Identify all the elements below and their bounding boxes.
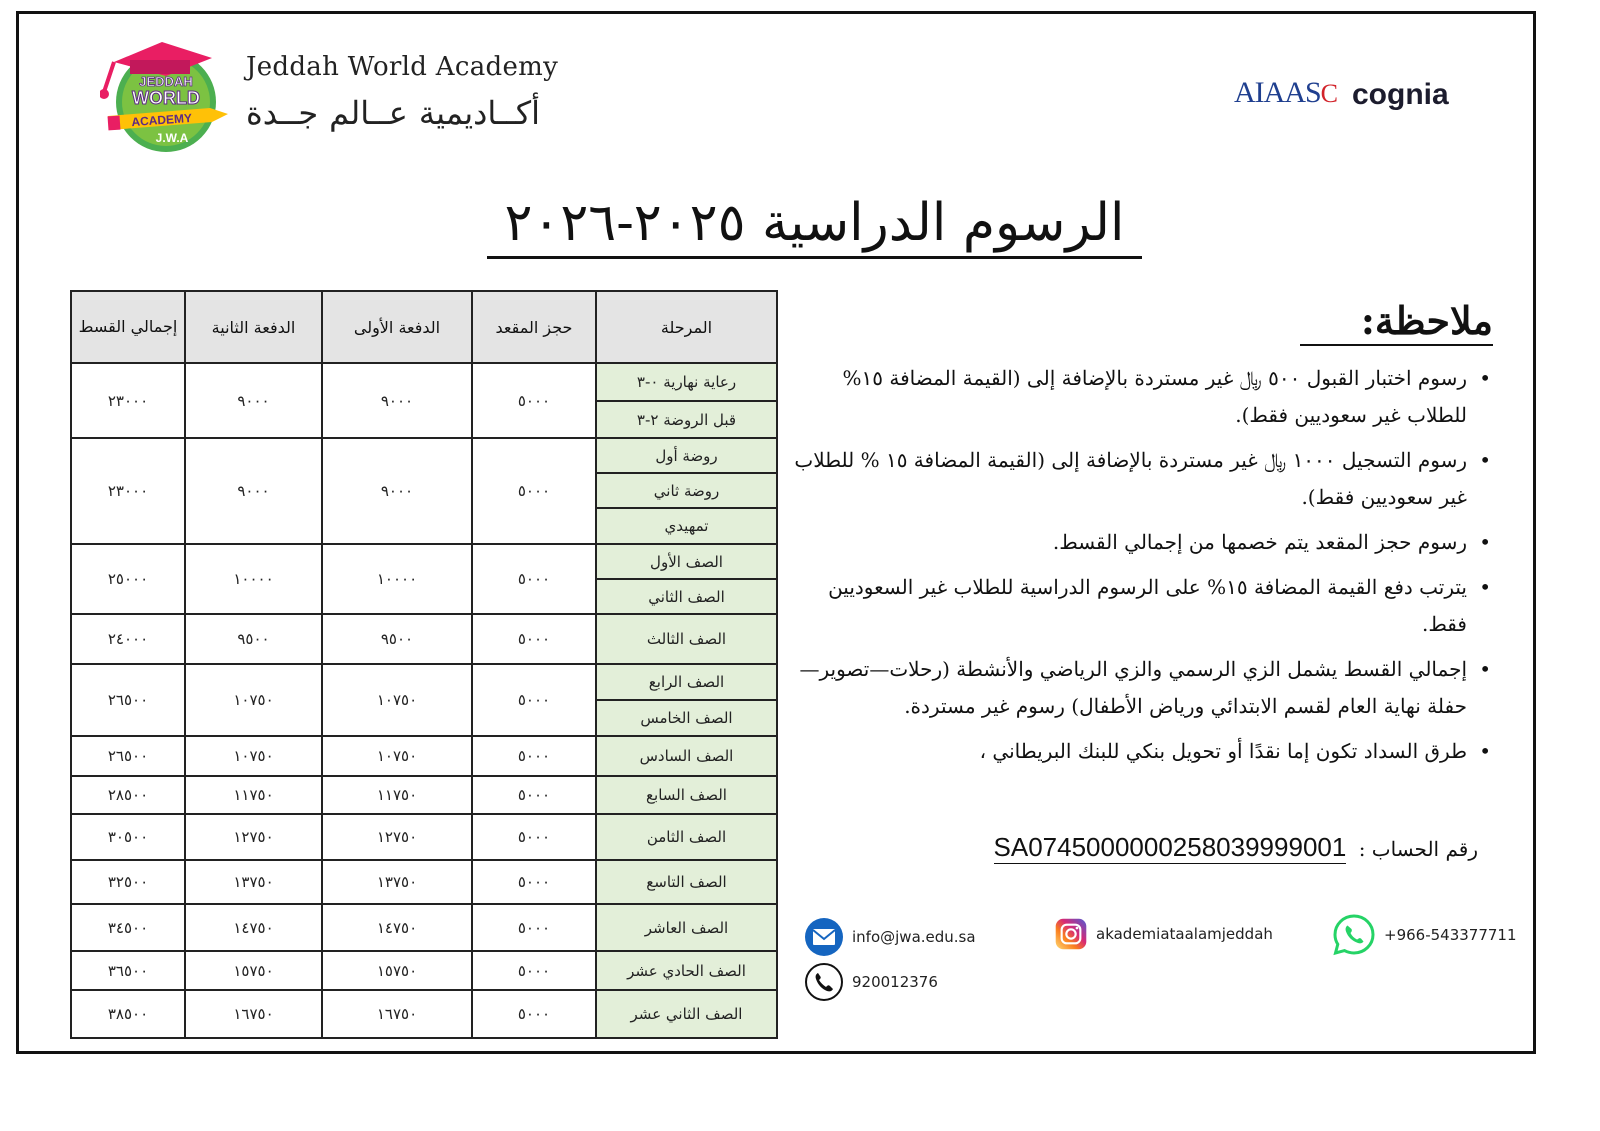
note-item: • رسوم التسجيل ١٠٠٠ ﷼ غير مستردة بالإضافة إلى (القيمة المضافة ١٥ % للطلاب غير سعوديين فقط). xyxy=(790,442,1467,516)
total-cell: ٢٥٠٠٠ xyxy=(71,544,185,614)
total-cell: ٣٠٥٠٠ xyxy=(71,814,185,860)
total-cell: ٣٢٥٠٠ xyxy=(71,860,185,904)
first-payment-cell: ١٢٧٥٠ xyxy=(322,814,472,860)
table-row xyxy=(71,438,777,473)
accreditation-logos xyxy=(1234,76,1460,116)
stage-cell: الصف الثالث xyxy=(596,614,777,664)
table-row xyxy=(71,814,777,860)
second-payment-cell: ١٦٧٥٠ xyxy=(185,990,322,1038)
contact-whatsapp[interactable] xyxy=(1332,913,1517,957)
stage-cell: رعاية نهارية ٠-٣ xyxy=(596,363,777,401)
seat-cell: ٥٠٠٠ xyxy=(472,990,596,1038)
stage-cell: الصف الحادي عشر xyxy=(596,951,777,990)
logo-text-world: WORLD xyxy=(132,88,200,108)
table-row xyxy=(71,363,777,401)
header-stage: المرحلة xyxy=(596,291,777,363)
stage-cell: روضة أول xyxy=(596,438,777,473)
brand-name-arabic: أكــاديمية عــالم جــدة xyxy=(246,94,540,132)
second-payment-cell: ١١٧٥٠ xyxy=(185,776,322,814)
stage-cell: الصف الرابع xyxy=(596,664,777,700)
total-cell: ٣٦٥٠٠ xyxy=(71,951,185,990)
header-second-payment: الدفعة الثانية xyxy=(185,291,322,363)
seat-cell: ٥٠٠٠ xyxy=(472,614,596,664)
second-payment-cell: ٩٠٠٠ xyxy=(185,363,322,438)
contact-email[interactable] xyxy=(804,917,976,957)
second-payment-cell: ١٠٧٥٠ xyxy=(185,736,322,776)
seat-cell: ٥٠٠٠ xyxy=(472,860,596,904)
email-icon xyxy=(804,917,844,957)
first-payment-cell: ٩٠٠٠ xyxy=(322,363,472,438)
first-payment-cell: ١٤٧٥٠ xyxy=(322,904,472,951)
table-row xyxy=(71,736,777,776)
header-total: إجمالي القسط xyxy=(71,291,185,363)
stage-cell: الصف السابع xyxy=(596,776,777,814)
aiaasc-logo-main: AIAAS xyxy=(1234,76,1321,109)
whatsapp-icon xyxy=(1332,913,1376,957)
table-row xyxy=(71,990,777,1038)
stage-cell: الصف التاسع xyxy=(596,860,777,904)
seat-cell: ٥٠٠٠ xyxy=(472,664,596,736)
table-row xyxy=(71,904,777,951)
fees-table xyxy=(70,290,778,1039)
first-payment-cell: ١٠٧٥٠ xyxy=(322,664,472,736)
note-item: • إجمالي القسط يشمل الزي الرسمي والزي الرياضي والأنشطة (رحلات—تصوير—حفلة نهاية العام لقسم الابتدائي ورياض الأطفال) رسوم غير مستردة. xyxy=(790,651,1467,725)
instagram-handle[interactable]: akademiataalamjeddah xyxy=(1096,925,1273,943)
second-payment-cell: ٩٠٠٠ xyxy=(185,438,322,544)
stage-cell: الصف الخامس xyxy=(596,700,777,736)
aiaasc-logo xyxy=(1234,76,1337,110)
contact-phone[interactable] xyxy=(804,962,938,1002)
first-payment-cell: ١٣٧٥٠ xyxy=(322,860,472,904)
stage-cell: روضة ثاني xyxy=(596,473,777,508)
phone-icon xyxy=(804,962,844,1002)
first-payment-cell: ٩٠٠٠ xyxy=(322,438,472,544)
logo-text-jeddah: JEDDAH xyxy=(139,74,193,89)
header-seat-reservation: حجز المقعد xyxy=(472,291,596,363)
table-row xyxy=(71,614,777,664)
note-item: • يترتب دفع القيمة المضافة ١٥% على الرسوم الدراسية للطلاب غير السعوديين فقط. xyxy=(790,569,1467,643)
instagram-icon xyxy=(1054,917,1088,951)
seat-cell: ٥٠٠٠ xyxy=(472,544,596,614)
table-row xyxy=(71,951,777,990)
seat-cell: ٥٠٠٠ xyxy=(472,951,596,990)
aiaasc-logo-tail: C xyxy=(1320,79,1338,108)
stage-cell: الصف الأول xyxy=(596,544,777,579)
second-payment-cell: ١٥٧٥٠ xyxy=(185,951,322,990)
logo-text-academy: ACADEMY xyxy=(130,110,193,130)
notes-title: ملاحظة: xyxy=(1300,298,1493,346)
second-payment-cell: ١٠٧٥٠ xyxy=(185,664,322,736)
brand-name-english: Jeddah World Academy xyxy=(246,52,559,82)
first-payment-cell: ١٥٧٥٠ xyxy=(322,951,472,990)
first-payment-cell: ١١٧٥٠ xyxy=(322,776,472,814)
total-cell: ٢٨٥٠٠ xyxy=(71,776,185,814)
contact-instagram[interactable] xyxy=(1054,917,1273,951)
account-label: رقم الحساب : xyxy=(1358,837,1478,861)
page-title: الرسوم الدراسية ٢٠٢٥-٢٠٢٦ xyxy=(487,190,1142,259)
second-payment-cell: ١٤٧٥٠ xyxy=(185,904,322,951)
seat-cell: ٥٠٠٠ xyxy=(472,736,596,776)
phone-number[interactable]: 920012376 xyxy=(852,973,938,991)
stage-cell: الصف الثامن xyxy=(596,814,777,860)
whatsapp-number[interactable]: +966-543377711 xyxy=(1384,926,1517,944)
table-row xyxy=(71,664,777,700)
seat-cell: ٥٠٠٠ xyxy=(472,438,596,544)
second-payment-cell: ٩٥٠٠ xyxy=(185,614,322,664)
stage-cell: الصف الثاني عشر xyxy=(596,990,777,1038)
second-payment-cell: ١٢٧٥٠ xyxy=(185,814,322,860)
first-payment-cell: ١٦٧٥٠ xyxy=(322,990,472,1038)
table-row xyxy=(71,544,777,579)
table-row xyxy=(71,776,777,814)
cognia-logo: cognia xyxy=(1352,78,1449,111)
first-payment-cell: ٩٥٠٠ xyxy=(322,614,472,664)
table-row xyxy=(71,860,777,904)
email-address[interactable]: info@jwa.edu.sa xyxy=(852,928,976,946)
header-first-payment: الدفعة الأولى xyxy=(322,291,472,363)
total-cell: ٢٦٥٠٠ xyxy=(71,736,185,776)
seat-cell: ٥٠٠٠ xyxy=(472,363,596,438)
total-cell: ٢٦٥٠٠ xyxy=(71,664,185,736)
academy-logo xyxy=(100,36,228,154)
total-cell: ٣٨٥٠٠ xyxy=(71,990,185,1038)
stage-cell: الصف العاشر xyxy=(596,904,777,951)
total-cell: ٢٣٠٠٠ xyxy=(71,438,185,544)
stage-cell: الصف الثاني xyxy=(596,579,777,614)
total-cell: ٢٣٠٠٠ xyxy=(71,363,185,438)
logo-text-jwa: J.W.A xyxy=(155,131,189,145)
note-item: • طرق السداد تكون إما نقدًا أو تحويل بنكي للبنك البريطاني ، xyxy=(790,733,1467,770)
stage-cell: الصف السادس xyxy=(596,736,777,776)
bank-account-row xyxy=(950,832,1478,864)
seat-cell: ٥٠٠٠ xyxy=(472,814,596,860)
notes-list xyxy=(790,360,1495,778)
total-cell: ٣٤٥٠٠ xyxy=(71,904,185,951)
first-payment-cell: ١٠٧٥٠ xyxy=(322,736,472,776)
stage-cell: قبل الروضة ٢-٣ xyxy=(596,401,777,438)
seat-cell: ٥٠٠٠ xyxy=(472,904,596,951)
table-header-row xyxy=(71,291,777,363)
first-payment-cell: ١٠٠٠٠ xyxy=(322,544,472,614)
second-payment-cell: ١٠٠٠٠ xyxy=(185,544,322,614)
total-cell: ٢٤٠٠٠ xyxy=(71,614,185,664)
stage-cell: تمهيدي xyxy=(596,508,777,544)
second-payment-cell: ١٣٧٥٠ xyxy=(185,860,322,904)
note-item: • رسوم حجز المقعد يتم خصمها من إجمالي القسط. xyxy=(790,524,1467,561)
iban-number: SA0745000000258039999001 xyxy=(993,832,1347,862)
seat-cell: ٥٠٠٠ xyxy=(472,776,596,814)
note-item: • رسوم اختبار القبول ٥٠٠ ﷼ غير مستردة بالإضافة إلى (القيمة المضافة ١٥% للطلاب غير سعوديين فقط). xyxy=(790,360,1467,434)
